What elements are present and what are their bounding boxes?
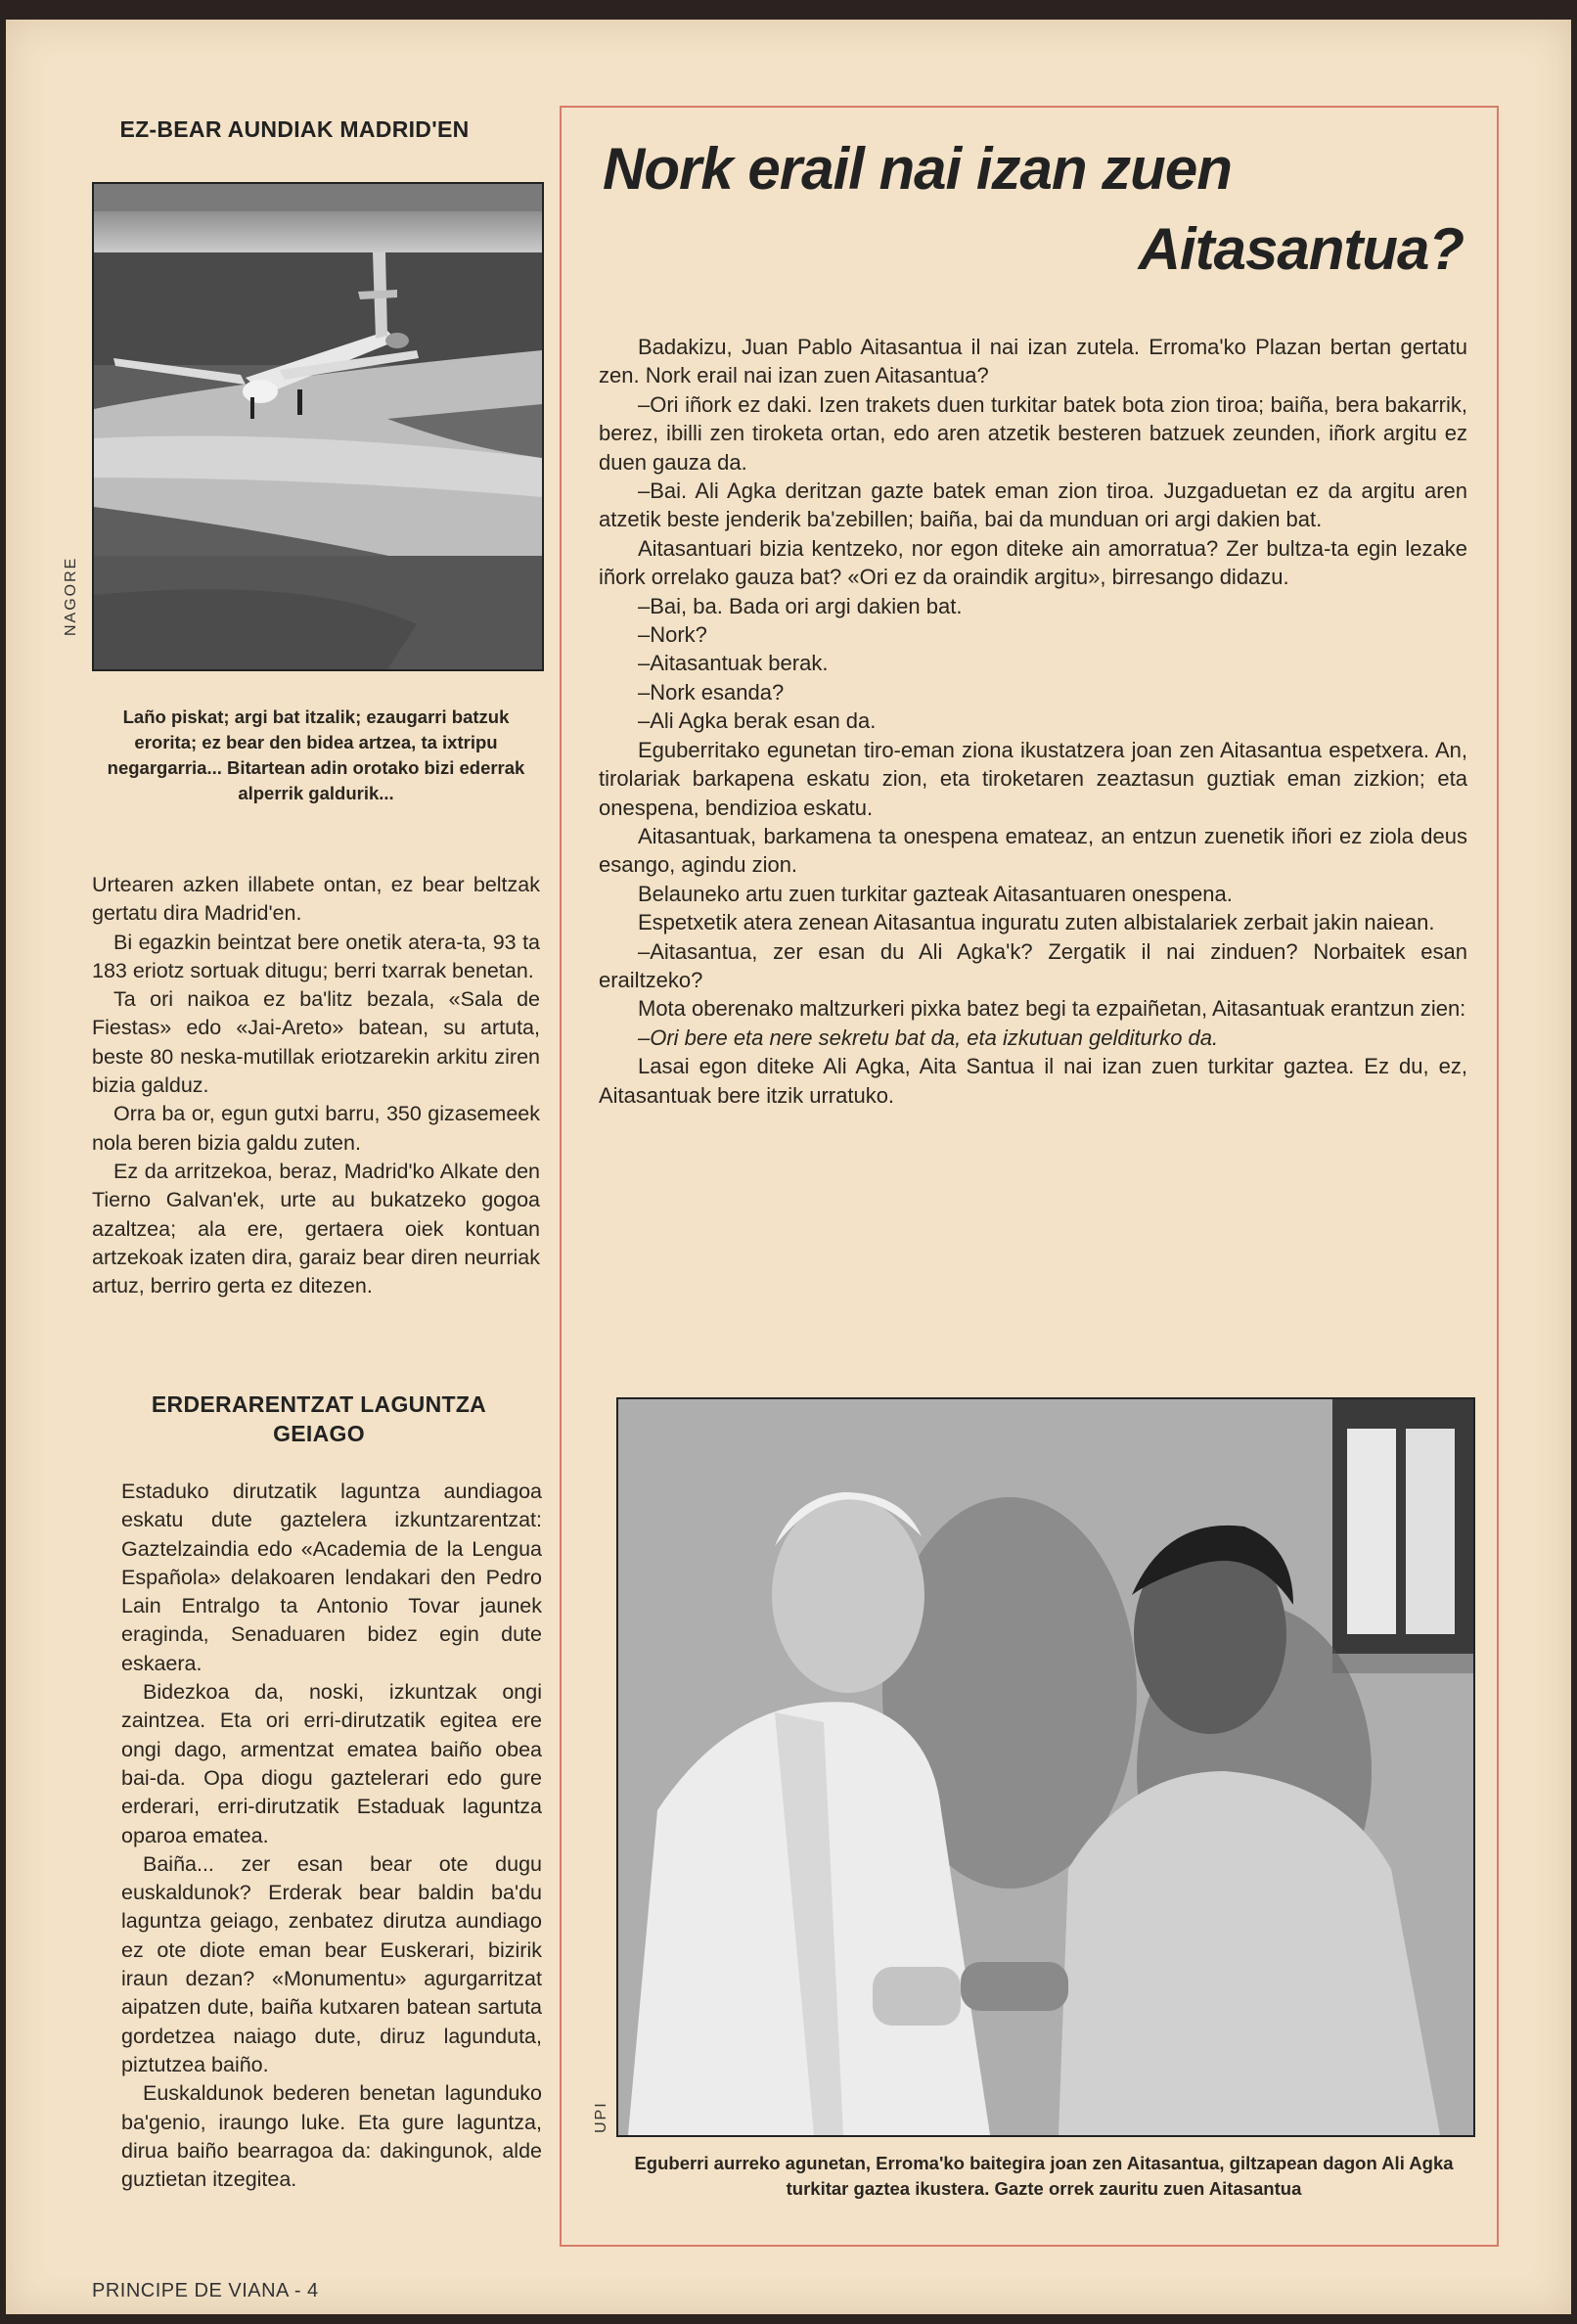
photo-credit-nagore: NAGORE [63,556,79,636]
paragraph: Estaduko dirutzatik laguntza aundiagoa eskatu dute gaztelera izkuntzarentzat: Gaztelzaindia edo «Academia de la Lengua Española» delakoaren lendakari den Pedro Lain Entralgo ta Antonio Tovar jaunek eraginda, Senaduaren bidez egin dute eskaera. [121,1480,542,1675]
paragraph: –Ali Agka berak esan da. [638,708,877,734]
airplane-photo [92,182,544,671]
paragraph: Aitasantuak, barkamena ta onespena emateaz, an entzun zuenetik iñori ez ziola deus esango, agindu zion. [599,823,1467,878]
paragraph: Bi egazkin beintzat bere onetik atera-ta, 93 ta 183 eriotz sortuak ditugu; berri txarrak benetan. [92,930,540,982]
airplane-image [94,184,542,669]
paragraph: Belauneko artu zuen turkitar gazteak Aitasantuaren onespena. [638,881,1233,906]
erdera-article-body [121,1478,542,2194]
paragraph: Urtearen azken illabete ontan, ez bear beltzak gertatu dira Madrid'en. [92,873,540,926]
paragraph: Ta ori naikoa ez ba'litz bezala, «Sala de Fiestas» edo «Jai-Areto» batean, su artuta, beste 80 neska-mutillak eriotzarekin arkitu ziren bizia galduz. [92,987,540,1098]
paragraph: –Aitasantuak berak. [638,651,829,676]
page-footer: PRINCIPE DE VIANA - 4 [92,2280,319,2301]
paragraph: –Bai, ba. Bada ori argi dakien bat. [638,593,963,618]
madrid-article-body [92,871,540,1300]
paragraph: –Nork esanda? [638,679,785,705]
paragraph: Baiña... zer esan bear ote dugu euskaldunok? Erderak bear baldin ba'du laguntza geiago, zenbatez dirutza aundiago ez ote diote eman bear Euskerari, bizirik iraun dezan? «Monumentu» agurgarritzat aipatzen dute, baiña kutxaren batean sartuta gordetzea naiago dute, diruz lagunduta, piztutzea baiño. [121,1851,542,2076]
paragraph: Bidezkoa da, noski, izkuntzak ongi zaintzea. Eta ori erri-dirutzatik egitea ere ongi dago, armentzat ematea baiño obea bai-da. Opa diogu gaztelerari edo gure erderari, erri-dirutzatik Estaduak laguntza oparoa ematea. [121,1680,542,1847]
pope-photo-caption: Eguberri aurreko agunetan, Erroma'ko baitegira joan zen Aitasantua, giltzapean dagon Ali Agka turkitar gaztea ikustera. Gazte orrek zauritu zuen Aitasantua [634,2153,1454,2199]
paragraph: –Ori iñork ez daki. Izen trakets duen turkitar batek bota zion tiroa; baiña, bera bakarrik, berez, ibilli zen tiroketa ortan, edo aren atzetik besteren batzuek zeunden, iñork argitu ez duen gauza da. [599,391,1467,475]
photo-credit-upi: UPI [593,2101,609,2133]
paragraph: Orra ba or, egun gutxi barru, 350 gizasemeek nola beren bizia galdu zuten. [92,1102,540,1155]
paragraph: Ez da arritzekoa, beraz, Madrid'ko Alkate den Tierno Galvan'ek, urte au bukatzeko gogoa azaltzea; ala ere, gertaera oiek kontuan artzekoak izaten dira, garaiz bear diren neurriak artuz, berriro gerta ez ditezen. [92,1159,540,1299]
article-title-line1: Nork erail nai izan zuen [603,136,1232,202]
magazine-page [6,20,1571,2314]
section-heading-erdera: ERDERARENTZAT LAGUNTZA GEIAGO [151,1391,487,1446]
article-body [599,333,1467,1110]
paragraph: –Bai. Ali Agka deritzan gazte batek eman zion tiroa. Juzgaduetan ez da argitu aren atzetik beste jenderik ba'zebillen; baiña, bai da munduan ori argi dakien bat. [599,478,1467,532]
paragraph: Eguberritako egunetan tiro-eman ziona ikustatzera joan zen Aitasantua espetxera. An, tirolariak barkapena eskatu zion, eta tiroketaren zeaztasun guztiak eman zizkion; eta onespena, bendizioa eskatu. [599,737,1467,820]
paragraph: Mota oberenako maltzurkeri pixka batez begi ta ezpaiñetan, Aitasantuak erantzun zien: [638,996,1466,1022]
paragraph: Euskaldunok bederen benetan lagunduko ba'genio, iraungo luke. Eta gure laguntza, dirua baiño bearragoa da: dakingunok, alde guztietan itzegitea. [121,2081,542,2192]
pope-image [618,1399,1473,2135]
paragraph: –Nork? [638,622,707,648]
paragraph: Badakizu, Juan Pablo Aitasantua il nai izan zutela. Erroma'ko Plazan bertan gertatu zen. Nork erail nai izan zuen Aitasantua? [599,335,1467,388]
paragraph: Espetxetik atera zenean Aitasantua inguratu zuten albistalariek zerbait jakin naiean. [638,910,1435,935]
airplane-caption: Laño piskat; argi bat itzalik; ezaugarri batzuk erorita; ez bear den bidea artzea, ta ixtripu negargarria... Bitartean adin orotako bizi ederrak alperrik galdurik... [107,706,525,803]
paragraph: –Aitasantua, zer esan du Ali Agka'k? Zergatik il nai zinduen? Norbaitek esan erailtzeko? [599,938,1467,992]
article-title-line2: Aitasantua? [1138,216,1464,282]
quote-paragraph: –Ori bere eta nere sekretu bat da, eta izkutuan gelditurko da. [638,1025,1219,1050]
pope-photo [616,1397,1475,2137]
paragraph: Lasai egon diteke Ali Agka, Aita Santua il nai izan zuen turkitar gaztea. Ez du, ez, Aitasantuak bere itzik urratuko. [599,1054,1467,1108]
section-heading-madrid: EZ-BEAR AUNDIAK MADRID'EN [119,116,470,142]
paragraph: Aitasantuari bizia kentzeko, nor egon diteke ain amorratua? Zer bultza-ta egin lezake iñork orrelako gauza bat? «Ori ez da oraindik argitu», birresango didazu. [599,535,1467,590]
